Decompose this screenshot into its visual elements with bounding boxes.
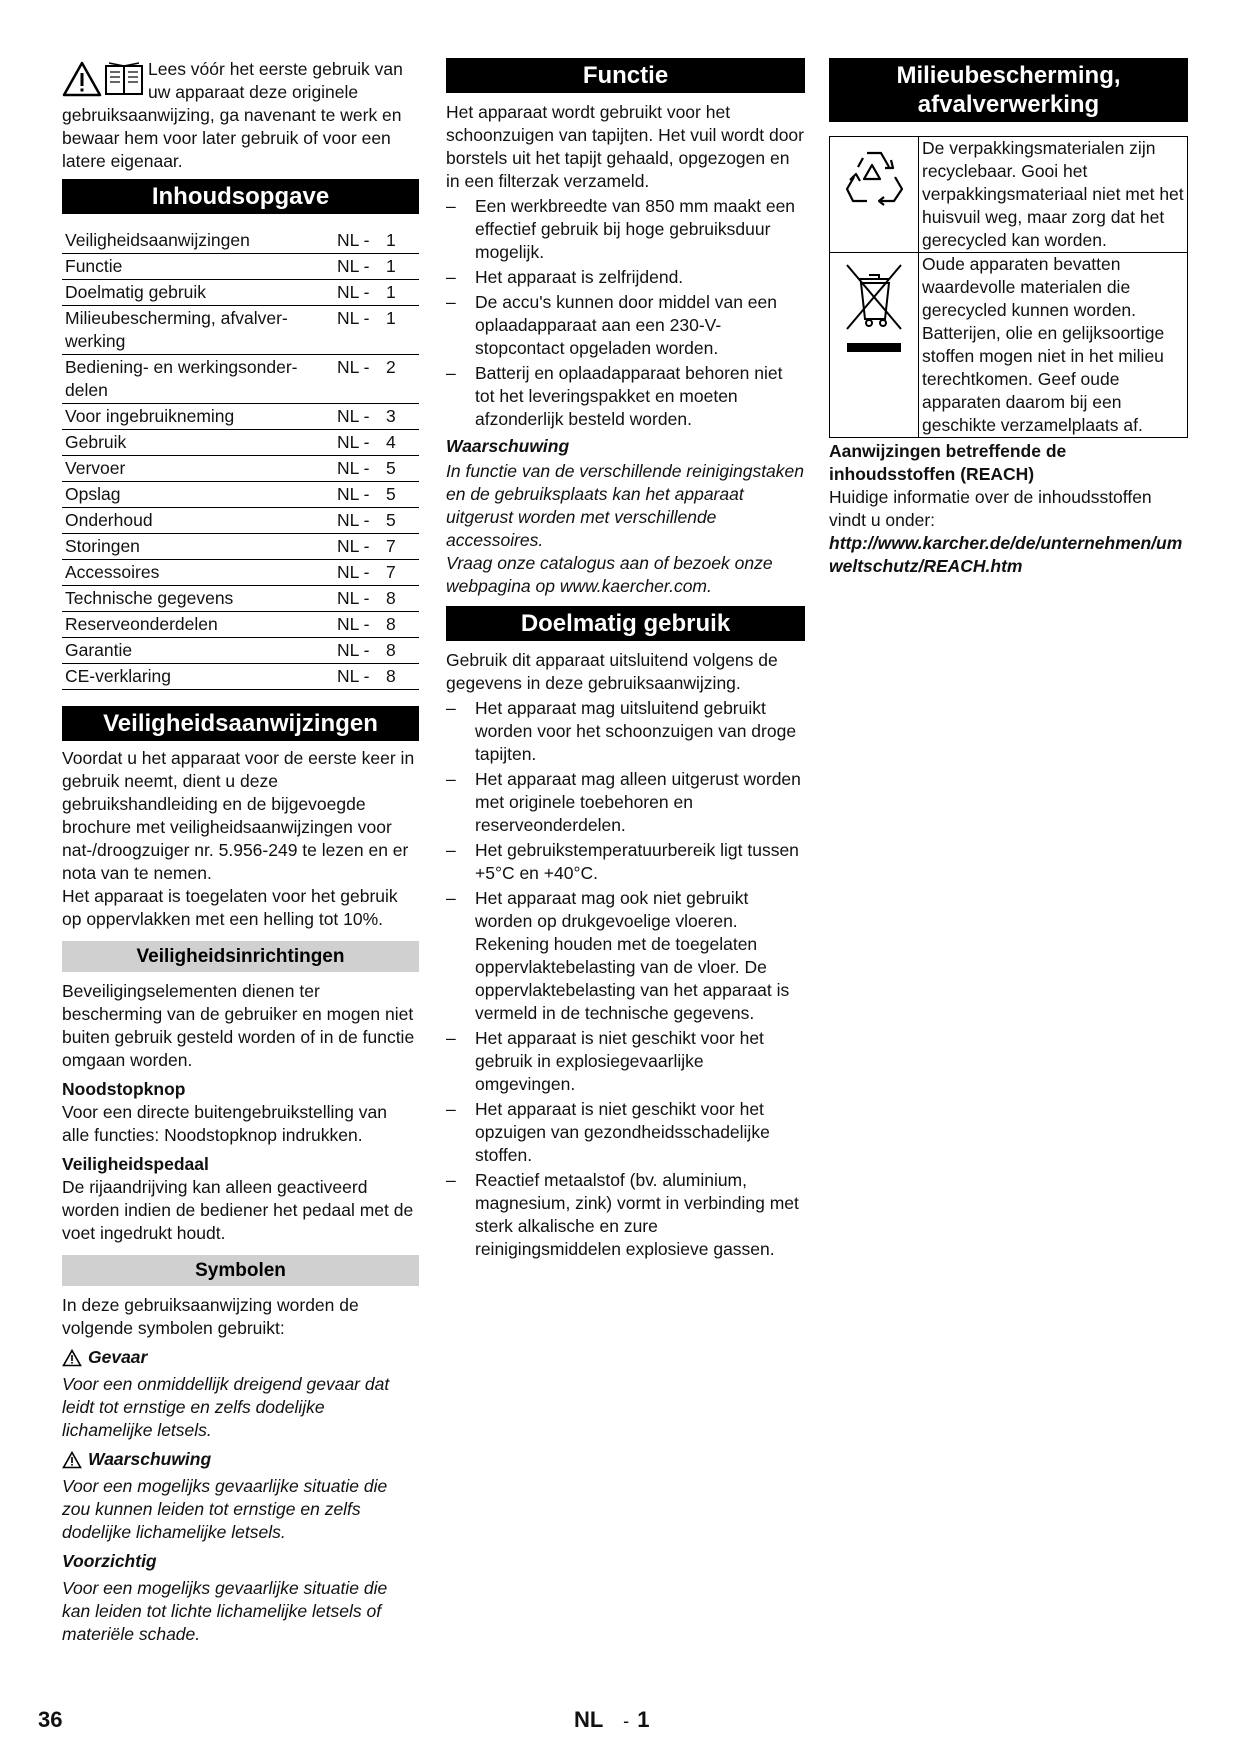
toc-row[interactable] [62,508,419,534]
safety-heading: Veiligheidsaanwijzingen [62,706,419,741]
intro-icons [62,58,148,98]
toc-label: Veiligheidsaanwijzingen [62,228,337,254]
safety-devices-text: Beveiligingselementen dienen ter bescherming van de gebruiker en mogen niet buiten gebruik gesteld worden of in de functie omgaan worden. [62,981,415,1070]
toc-label: Technische gegevens [62,586,337,612]
proper-use-list-item: – Het apparaat is niet geschikt voor het gebruik in explosiegevaarlijke omgevingen. [446,1027,805,1096]
recycle-icon-cell [830,137,919,253]
toc-row[interactable] [62,306,419,355]
safety-devices-heading: Veiligheidsinrichtingen [62,941,419,972]
toc-label: Opslag [62,482,337,508]
toc-page: 7 [380,560,419,586]
toc-page: 8 [380,612,419,638]
function-list-item: – Batterij en oplaadapparaat behoren niet tot het leveringspakket en moeten afzonderlijk besteld worden. [446,362,805,431]
toc-lang: NL - [337,664,380,690]
reach-link[interactable]: http://www.karcher.de/de/unternehmen/umweltschutz/REACH.htm [829,533,1183,576]
proper-use-list-item: – Het apparaat mag alleen uitgerust worden met originele toebehoren en reserveonderdelen. [446,768,805,837]
safety-paragraph-1: Voordat u het apparaat voor de eerste keer in gebruik neemt, dient u deze gebruikshandleiding en de bijgevoegde brochure met veiligheidsaanwijzingen voor nat-/droogzuiger nr. 5.956-249 te lezen en er nota van te nemen. [62,748,415,883]
environment-heading: Milieubescherming, afvalverwerking [829,58,1188,122]
toc-label: Gebruik [62,430,337,456]
toc-page: 5 [380,508,419,534]
toc-page: 7 [380,534,419,560]
toc-page: 5 [380,456,419,482]
toc-page: 1 [380,306,419,355]
toc-lang: NL - [337,534,380,560]
toc-row[interactable] [62,355,419,404]
proper-use-list-item: – Het apparaat mag uitsluitend gebruikt worden voor het schoonzuigen van droge tapijten. [446,697,805,766]
function-warning-text-2: Vraag onze catalogus aan of bezoek onze webpagina op www.kaercher.com. [446,553,773,596]
proper-use-list-item: – Het apparaat mag ook niet gebruikt worden op drukgevoelige vloeren. Rekening houden met de toegelaten oppervlaktebelasting van de vloer. De oppervlaktebelasting van het apparaat is vermeld in de technische gegevens. [446,887,805,1025]
toc-page: 8 [380,638,419,664]
toc-lang: NL - [337,228,380,254]
footer-separator: - [623,1711,630,1731]
danger-text: Voor een onmiddellijk dreigend gevaar dat leidt tot ernstige en zelfs dodelijke lichamelijke letsels. [62,1374,390,1440]
toc-label: Bediening- en werkingsonder-delen [62,355,337,404]
function-intro: Het apparaat wordt gebruikt voor het schoonzuigen van tapijten. Het vuil wordt door borstels uit het tapijt gehaald, opgezogen en in een filterzak verzameld. [446,102,804,191]
toc-row[interactable] [62,638,419,664]
toc-label: Onderhoud [62,508,337,534]
toc-row[interactable] [62,404,419,430]
toc-table [62,228,419,690]
danger-triangle-icon [62,1349,82,1367]
toc-label: Accessoires [62,560,337,586]
caution-text: Voor een mogelijks gevaarlijke situatie die kan leiden tot lichte lichamelijke letsels of materiële schade. [62,1578,388,1644]
toc-lang: NL - [337,586,380,612]
proper-use-list-item: – Het apparaat is niet geschikt voor het opzuigen van gezondheidsschadelijke stoffen. [446,1098,805,1167]
toc-page: 8 [380,664,419,690]
toc-lang: NL - [337,560,380,586]
toc-lang: NL - [337,355,380,404]
recycle-icon [839,141,909,211]
warning-triangle-icon [62,1451,82,1469]
toc-page: 1 [380,228,419,254]
intro-text: Lees vóór het eerste gebruik van uw apparaat deze originele gebruiksaanwijzing, ga navenant te werk en bewaar hem voor later gebruik of voor een latere eigenaar. [62,59,403,171]
reach-text: Huidige informatie over de inhoudsstoffen vindt u onder: [829,487,1152,530]
danger-label: Gevaar [88,1347,148,1367]
function-warning-text: In functie van de verschillende reinigingstaken en de gebruiksplaats kan het apparaat uitgerust worden met verschillende accessoires. [446,461,804,550]
reach-heading: Aanwijzingen betreffende de inhoudsstoffen (REACH) [829,441,1067,484]
proper-use-list-item: – Reactief metaalstof (bv. aluminium, magnesium, zink) vormt in verbinding met sterk alkalische en zure reinigingsmiddelen explosieve gassen. [446,1169,805,1261]
weee-row [830,253,1188,438]
toc-page: 3 [380,404,419,430]
toc-page: 4 [380,430,419,456]
pedal-heading: Veiligheidspedaal [62,1154,209,1174]
toc-lang: NL - [337,508,380,534]
symbols-heading: Symbolen [62,1255,419,1286]
function-list-item: – Een werkbreedte van 850 mm maakt een effectief gebruik bij hoge gebruiksduur mogelijk. [446,195,805,264]
warning-text: Voor een mogelijks gevaarlijke situatie die zou kunnen leiden tot ernstige en zelfs dodelijke lichamelijke letsels. [62,1476,388,1542]
footer-lang [574,1708,649,1733]
toc-row[interactable] [62,456,419,482]
toc-row[interactable] [62,254,419,280]
intro-block [62,58,419,173]
toc-heading: Inhoudsopgave [62,179,419,214]
toc-row[interactable] [62,482,419,508]
column-middle [446,58,805,1261]
function-warning-label: Waarschuwing [446,436,570,456]
toc-row[interactable] [62,612,419,638]
column-left [62,58,419,1646]
function-list-item: – Het apparaat is zelfrijdend. [446,266,805,289]
warning-label: Waarschuwing [88,1449,212,1469]
toc-page: 5 [380,482,419,508]
recycle-row [830,137,1188,253]
crossed-out-bin-icon [839,257,909,357]
page-number: 36 [38,1707,63,1732]
danger-symbol-line [62,1346,419,1369]
toc-row[interactable] [62,586,419,612]
footer-page: 1 [637,1707,650,1732]
toc-lang: NL - [337,254,380,280]
toc-lang: NL - [337,280,380,306]
pedal-text: De rijaandrijving kan alleen geactiveerd worden indien de bediener het pedaal met de voet ingedrukt houdt. [62,1177,414,1243]
toc-page: 1 [380,254,419,280]
function-list-item: – De accu's kunnen door middel van een oplaadapparaat aan een 230-V-stopcontact opgeladen worden. [446,291,805,360]
toc-label: Storingen [62,534,337,560]
toc-row[interactable] [62,664,419,690]
toc-label: Milieubescherming, afvalver-werking [62,306,337,355]
toc-page: 2 [380,355,419,404]
toc-row[interactable] [62,560,419,586]
environment-table [829,136,1188,438]
proper-use-heading: Doelmatig gebruik [446,606,805,641]
toc-label: Voor ingebruikneming [62,404,337,430]
toc-label: Functie [62,254,337,280]
toc-row[interactable] [62,430,419,456]
toc-row[interactable] [62,280,419,306]
toc-lang: NL - [337,456,380,482]
toc-label: CE-verklaring [62,664,337,690]
recycle-text-cell: De verpakkingsmaterialen zijn recyclebaar. Gooi het verpakkingsmateriaal niet met het huisvuil weg, maar zorg dat het gerecycled kan worden. [919,137,1188,253]
toc-lang: NL - [337,430,380,456]
toc-lang: NL - [337,612,380,638]
footer-lang-code: NL [574,1707,603,1732]
weee-icon-cell [830,253,919,438]
toc-label: Garantie [62,638,337,664]
safety-paragraph-2: Het apparaat is toegelaten voor het gebruik op oppervlakken met een helling tot 10%. [62,886,398,929]
proper-use-intro: Gebruik dit apparaat uitsluitend volgens de gegevens in deze gebruiksaanwijzing. [446,650,778,693]
toc-label: Doelmatig gebruik [62,280,337,306]
toc-page: 1 [380,280,419,306]
proper-use-list [446,697,805,1261]
function-heading: Functie [446,58,805,93]
toc-lang: NL - [337,482,380,508]
toc-row[interactable] [62,534,419,560]
toc-label: Vervoer [62,456,337,482]
toc-label: Reserveonderdelen [62,612,337,638]
toc-row[interactable] [62,228,419,254]
column-right [829,58,1188,578]
warning-triangle-icon [62,60,102,98]
estop-text: Voor een directe buitengebruikstelling van alle functies: Noodstopknop indrukken. [62,1102,387,1145]
toc-lang: NL - [337,306,380,355]
estop-heading: Noodstopknop [62,1079,186,1099]
function-list [446,195,805,431]
caution-label: Voorzichtig [62,1551,157,1571]
weee-text-cell: Oude apparaten bevatten waardevolle materialen die gerecycled kunnen worden. Batterijen, olie en gelijksoortige stoffen mogen niet in het milieu terechtkomen. Geef oude apparaten daarom bij een geschikte verzamelplaats af. [919,253,1188,438]
toc-page: 8 [380,586,419,612]
warning-symbol-line [62,1448,419,1471]
manual-book-icon [103,60,145,98]
symbols-intro: In deze gebruiksaanwijzing worden de volgende symbolen gebruikt: [62,1295,359,1338]
toc-lang: NL - [337,638,380,664]
proper-use-list-item: – Het gebruikstemperatuurbereik ligt tussen +5°C en +40°C. [446,839,805,885]
toc-lang: NL - [337,404,380,430]
